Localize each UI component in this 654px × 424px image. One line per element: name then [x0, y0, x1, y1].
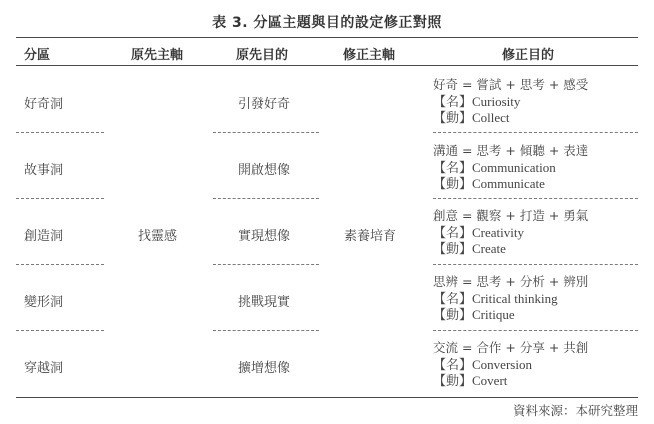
header-revised-theme: 修正主軸	[343, 48, 396, 63]
revised-goal-formula: 思辨 = 思考 + 分析 + 辨別	[433, 274, 589, 289]
table-bottom-rule	[16, 397, 638, 398]
revised-goal-formula: 交流 = 合作 + 分享 + 共創	[433, 340, 589, 355]
row-divider	[213, 198, 319, 199]
row-divider	[213, 132, 319, 133]
original-goal-cell: 開啟想像	[238, 163, 291, 178]
zone-cell: 好奇洞	[24, 97, 64, 112]
revised-goal-cell	[433, 274, 588, 324]
revised-goal-cell	[433, 340, 588, 390]
revised-goal-formula: 創意 = 觀察 + 打造 + 勇氣	[433, 208, 589, 223]
revised-goal-noun: 【名】Conversion	[433, 356, 532, 372]
zone-cell: 穿越洞	[24, 361, 64, 376]
table-header-rule	[16, 65, 638, 66]
row-divider	[16, 198, 104, 199]
revised-goal-verb: 【動】Collect	[433, 110, 510, 125]
row-divider	[433, 330, 638, 331]
original-goal-cell: 引發好奇	[238, 97, 291, 112]
revised-goal-verb: 【動】Create	[433, 241, 506, 256]
source-note: 資料來源：本研究整理	[512, 403, 638, 418]
original-goal-cell: 挑戰現實	[238, 295, 291, 310]
row-divider	[433, 198, 638, 199]
revised-goal-verb: 【動】Communicate	[433, 176, 545, 191]
original-theme-cell: 找靈感	[138, 229, 178, 244]
table-title: 表 3. 分區主題與目的設定修正對照	[212, 15, 442, 31]
revised-goal-cell	[433, 77, 588, 127]
row-divider	[433, 132, 638, 133]
revised-goal-noun: 【名】Communication	[433, 159, 556, 175]
row-divider	[213, 330, 319, 331]
row-divider	[433, 264, 638, 265]
zone-cell: 變形洞	[24, 295, 64, 310]
header-original-goal: 原先目的	[236, 48, 289, 63]
header-original-theme: 原先主軸	[131, 48, 184, 63]
header-revised-goal: 修正目的	[502, 48, 555, 63]
row-divider	[16, 132, 104, 133]
revised-goal-noun: 【名】Critical thinking	[433, 290, 558, 306]
revised-goal-verb: 【動】Covert	[433, 373, 508, 388]
revised-goal-formula: 好奇 = 嘗試 + 思考 + 感受	[433, 77, 589, 92]
header-zone: 分區	[24, 48, 51, 63]
revised-goal-noun: 【名】Creativity	[433, 224, 524, 240]
row-divider	[16, 264, 104, 265]
zone-cell: 創造洞	[24, 229, 64, 244]
original-goal-cell: 實現想像	[238, 229, 291, 244]
original-goal-cell: 擴增想像	[238, 361, 291, 376]
revised-goal-cell	[433, 143, 588, 193]
row-divider	[16, 330, 104, 331]
row-divider	[213, 264, 319, 265]
revised-goal-cell	[433, 208, 588, 258]
revised-goal-formula: 溝通 = 思考 + 傾聽 + 表達	[433, 143, 589, 158]
revised-goal-noun: 【名】Curiosity	[433, 93, 521, 109]
revised-goal-verb: 【動】Critique	[433, 307, 515, 322]
table-top-rule	[16, 37, 638, 38]
zone-cell: 故事洞	[24, 163, 64, 178]
revised-theme-cell: 素養培育	[344, 229, 397, 244]
